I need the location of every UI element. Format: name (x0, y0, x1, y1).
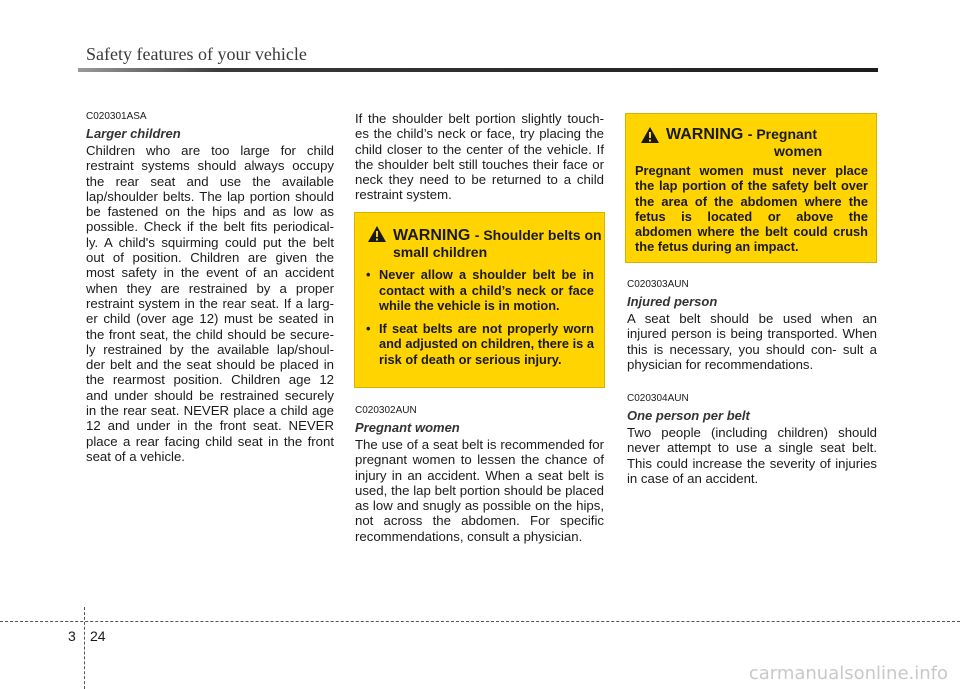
section-one-person-per-belt (627, 393, 877, 486)
watermark-link[interactable]: carmanualsonline.info (748, 663, 948, 684)
warning-label: WARNING (666, 126, 744, 143)
section-body: Children who are too large for child restraint systems should always occupy the rear seat and use the available lap/shoulder belts. The lap portion should be fastened on the hips and as low as possible. Check if the belt fits periodical- ly. A child's squirming could put the belt out of position. Children are given the most safety in the event of an accident when they are restrained by a proper restraint system in the rear seat. If a larg- er child (over age 12) must be seated in the front seat, the child should be secure- ly restrained by the available lap/shoul- der belt and the seat should be placed in the rearmost position. Children age 12 and under should be restrained securely in the rear seat. NEVER place a child age 12 and under in the front seat. NEVER place a rear facing child seat in the front seat of a vehicle. (86, 143, 334, 464)
section-code: C020301ASA (86, 111, 147, 122)
section-pregnant-women (355, 405, 604, 544)
section-body: Two people (including children) should never attempt to use a single seat belt. This could increase the severity of injuries in case of an accident. (627, 425, 877, 486)
warning-header (367, 225, 604, 261)
section-injured-person (627, 279, 877, 372)
warning-triangle-icon (367, 225, 387, 248)
section-heading: One person per belt (627, 408, 750, 423)
column-larger-children (86, 111, 334, 464)
warning-label: WARNING (393, 227, 471, 244)
footer-divider-horizontal (0, 621, 960, 622)
warning-text: Pregnant women must never place the lap portion of the safety belt over the area of the abdomen where the fetus is located or above the abdomen where the belt could crush the fetus during an impact. (635, 163, 868, 255)
warning-topic-line2: women (774, 143, 823, 159)
warning-item: • Never allow a shoulder belt be in contact with a child’s neck or face while the vehicle is in motion. (366, 267, 594, 313)
section-code: C020304AUN (627, 393, 689, 404)
page-header-title: Safety features of your vehicle (86, 44, 307, 64)
warning-box-shoulder-belts (354, 212, 605, 388)
section-code: C020302AUN (355, 405, 417, 416)
warning-topic: - Pregnant (747, 126, 818, 142)
footer-divider-vertical (84, 607, 85, 689)
warning-box-pregnant-women (625, 113, 877, 263)
bullet-dot: • (366, 267, 371, 282)
warning-header (640, 124, 876, 160)
section-heading: Pregnant women (355, 420, 460, 435)
warning-list (365, 267, 594, 367)
warning-topic: - Shoulder belts on small children (393, 227, 602, 260)
warning-item: • If seat belts are not properly worn and adjusted on children, there is a risk of death or serious injury. (366, 320, 594, 367)
section-body: The use of a seat belt is recommended for pregnant women to lessen the chance of injury in an accident. When a seat belt is used, the lap belt portion should be placed as low and snugly as possible on the hips, not across the abdomen. For specific recommendations, consult a physician. (355, 437, 604, 544)
intro-paragraph: If the shoulder belt portion slightly touch- es the child’s neck or face, try placing the child closer to the center of the vehicle. If the shoulder belt still touches their face or neck they need to be returned to a child restraint system. (355, 111, 604, 203)
warning-triangle-icon (640, 126, 660, 149)
chapter-number: 3 (68, 628, 76, 644)
section-heading: Injured person (627, 294, 718, 309)
column-middle (355, 111, 604, 203)
page-number: 24 (90, 628, 106, 644)
section-body: A seat belt should be used when an injured person is being transported. When this is necessary, you should con- sult a physician for recommendations. (627, 311, 877, 372)
header-rule (78, 68, 878, 72)
bullet-dot: • (366, 320, 371, 336)
section-code: C020303AUN (627, 279, 689, 290)
section-heading: Larger children (86, 126, 181, 141)
